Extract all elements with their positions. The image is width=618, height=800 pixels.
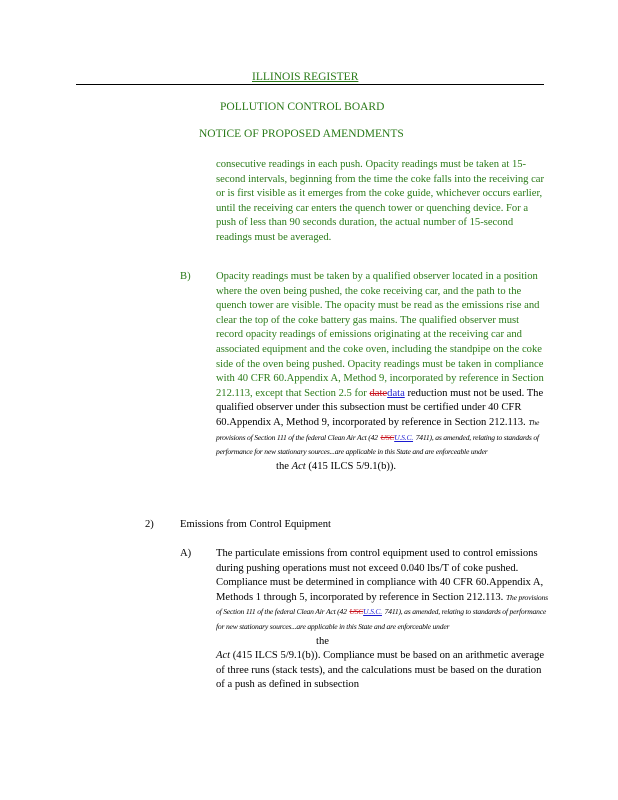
b-the: the — [276, 460, 289, 472]
a-text-part2: (415 ILCS 5/9.1(b)). Compliance must be based on an arithmetic average of three runs (stack tests), and the calculations must be based on the duration of a push as defined in subsection — [216, 650, 545, 691]
b-citation: (415 ILCS 5/9.1(b)). — [308, 460, 397, 472]
b-italic-quote-2: 7411), as amended, relating to standards of performance for new stationary sources...are applicable in this State and are enforceable under — [216, 432, 539, 457]
subsection-b-label: B) — [180, 271, 191, 282]
board-header: POLLUTION CONTROL BOARD — [220, 101, 385, 113]
a-deleted-usc: USC — [349, 607, 364, 617]
b-text-part2: reduction must not be used. The qualified observer under this subsection must be certified under 40 CFR 60.Appendix A, Method 9, incorporated by reference in Section 212.113. — [216, 387, 544, 428]
subsection-a-label: A) — [180, 548, 192, 559]
deleted-word-date: date — [369, 387, 388, 399]
b-act: Act — [291, 460, 306, 472]
register-header: ILLINOIS REGISTER — [252, 71, 359, 83]
notice-header: NOTICE OF PROPOSED AMENDMENTS — [199, 128, 404, 140]
a-the: the — [316, 635, 329, 647]
a-italic-quote-1: The provisions of Section 111 of the federal Clean Air Act (42 — [216, 592, 548, 617]
b-text-part1: Opacity readings must be taken by a qualified observer located in a position where the oven being pushed, the coke receiving car, and the path to the quench tower are visible. The opacity must be read as the emissions rise and clear the top of the coke battery gas mains. The qualified observer must record opacity readings of emissions originating at the receiving car and associated equipment and the coke oven, including the standpipe on the coke side of the oven being pushed. Opacity readings must be taken in compliance with 40 CFR 60.Appendix A, Method 9, incorporated by reference in Section 212.113, except that Section 2.5 for — [216, 271, 544, 399]
a-text-part1: The particulate emissions from control equipment used to control emissions during pushing operations must not exceed 0.040 lbs/T of coke pushed. Compliance must be determined in compliance with 40 CFR 60.Appendix A, Methods 1 through 5, incorporated by reference in Section 212.113. — [216, 548, 544, 603]
a-italic-quote-2: 7411), as amended, relating to standards of performance for new stationary sources...are applicable in this State and are enforceable under — [216, 607, 547, 631]
inserted-word-data: data — [387, 387, 405, 399]
section-2-label: 2) — [145, 519, 154, 530]
b-inserted-usc: U.S.C. — [394, 432, 414, 442]
subsection-b-text — [216, 270, 548, 474]
header-rule — [76, 84, 544, 85]
b-deleted-usc: USC — [380, 432, 395, 442]
b-italic-quote-1: The provisions of Section 111 of the federal Clean Air Act (42 — [216, 417, 540, 442]
a-inserted-usc: U.S.C. — [363, 607, 382, 617]
a-act: Act — [216, 650, 231, 662]
continued-paragraph: consecutive readings in each push. Opacity readings must be taken at 15-second intervals, beginning from the time the coke falls into the receiving car or is first visible as it emerges from the coke guide, whichever occurs earlier, until the receiving car enters the quench tower or quenching device. For a push of less than 90 seconds duration, the actual number of 15-second readings must be averaged. — [216, 159, 545, 243]
section-2-title: Emissions from Control Equipment — [180, 519, 331, 530]
subsection-a-text — [216, 547, 548, 693]
